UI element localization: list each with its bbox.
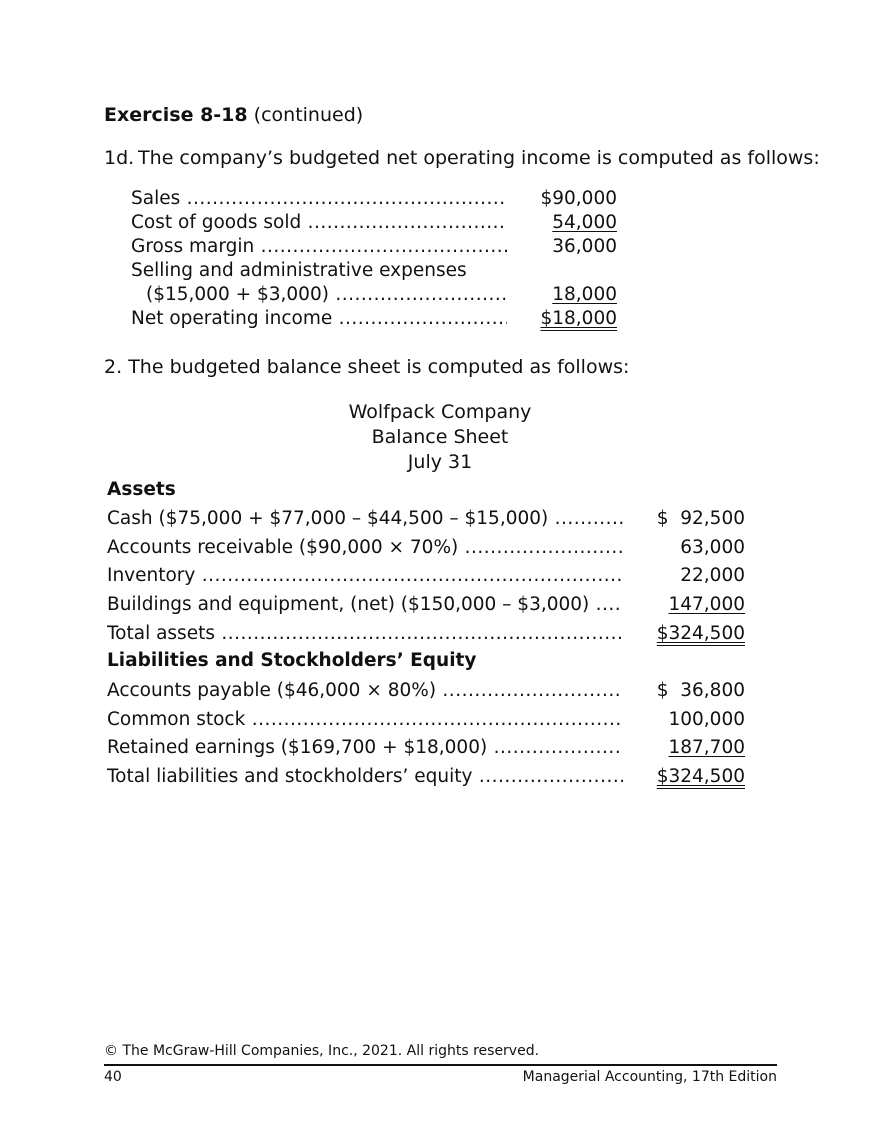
row-value: $90,000 (540, 188, 617, 209)
row-value: $324,500 (656, 623, 745, 644)
row-value: 22,000 (680, 565, 745, 586)
row-value: 36,000 (552, 236, 617, 257)
part-intro-text: The budgeted balance sheet is computed as follows: (128, 356, 630, 378)
row-label: Total liabilities and stockholders’ equity ..... (107, 765, 623, 789)
part-1d-intro (104, 147, 820, 169)
liab-row-total (107, 765, 745, 789)
exercise-continued: (continued) (247, 104, 364, 126)
income-row-sga-label (131, 259, 617, 283)
copyright-notice: © The McGraw-Hill Companies, Inc., 2021. All rights reserved. (104, 1043, 540, 1059)
row-label: Inventory ..... (107, 564, 623, 588)
assets-heading: Assets (107, 479, 176, 500)
page-number: 40 (104, 1069, 122, 1085)
income-row-gross-margin (131, 235, 617, 259)
row-label: Accounts receivable ($90,000 × 70%) ..... (107, 536, 623, 560)
row-label: Retained earnings ($169,700 + $18,000) ..... (107, 736, 623, 760)
row-label: Selling and administrative expenses (131, 260, 467, 281)
row-label: Cash ($75,000 + $77,000 – $44,500 – $15,000) ..... (107, 507, 623, 531)
row-value: 63,000 (680, 537, 745, 558)
liab-row-common-stock (107, 708, 745, 732)
row-label: Total assets ..... (107, 622, 623, 646)
asset-row-cash (107, 507, 745, 531)
liab-row-payable (107, 679, 745, 703)
liabilities-heading: Liabilities and Stockholders’ Equity (107, 650, 477, 671)
row-label: Accounts payable ($46,000 × 80%) ..... (107, 679, 623, 703)
row-label: Cost of goods sold ..... (131, 211, 507, 235)
asset-row-total (107, 622, 745, 646)
book-title: Managerial Accounting, 17th Edition (522, 1069, 777, 1085)
row-value: 18,000 (552, 284, 617, 305)
statement-title: Balance Sheet (371, 426, 509, 448)
row-value: 187,700 (668, 737, 745, 758)
row-value: 54,000 (552, 212, 617, 233)
row-label: Sales ..... (131, 187, 507, 211)
exercise-title (104, 104, 363, 126)
part-2-intro (104, 356, 629, 378)
footer-divider (104, 1064, 777, 1066)
exercise-number: Exercise 8-18 (104, 104, 248, 126)
asset-row-buildings (107, 593, 745, 617)
row-label: Net operating income ..... (131, 307, 507, 331)
row-value: 147,000 (668, 594, 745, 615)
row-value: $ 92,500 (656, 508, 745, 529)
row-value: $324,500 (656, 766, 745, 787)
company-name: Wolfpack Company (348, 401, 532, 423)
asset-row-inventory (107, 564, 745, 588)
row-value: $ 36,800 (656, 680, 745, 701)
income-row-noi (131, 307, 617, 331)
liab-row-retained (107, 736, 745, 760)
statement-date: July 31 (407, 451, 473, 473)
row-label: Buildings and equipment, (net) ($150,000 – $3,000) ..... (107, 593, 623, 617)
income-row-cogs (131, 211, 617, 235)
part-number: 2. (104, 356, 123, 378)
part-number: 1d. (104, 147, 135, 169)
income-row-sales (131, 187, 617, 211)
row-label: ($15,000 + $3,000) ..... (146, 283, 507, 307)
row-label: Common stock ..... (107, 708, 623, 732)
row-value: 100,000 (668, 709, 745, 730)
income-row-sga (131, 283, 617, 307)
row-value: $18,000 (540, 308, 617, 329)
row-label: Gross margin ..... (131, 235, 507, 259)
part-intro-text: The company’s budgeted net operating income is computed as follows: (138, 147, 820, 169)
asset-row-receivable (107, 536, 745, 560)
